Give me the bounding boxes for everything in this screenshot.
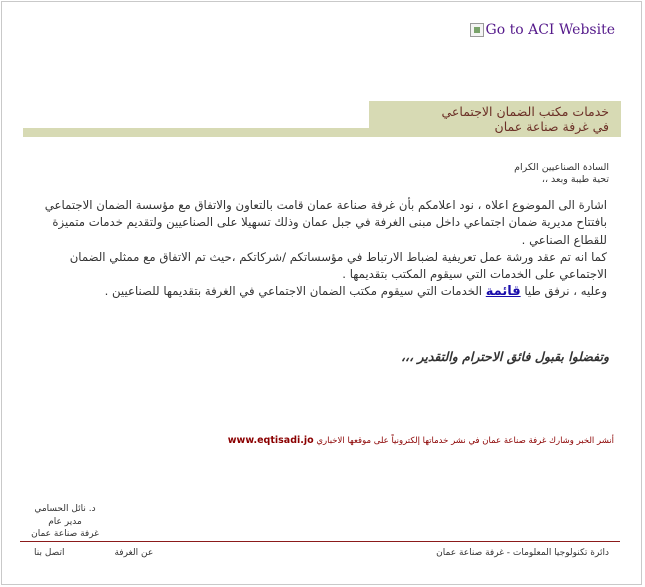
- services-list-link[interactable]: قائمة: [485, 284, 521, 300]
- title-line-1: خدمات مكتب الضمان الاجتماعي: [441, 104, 609, 119]
- body-paragraph-1: اشارة الى الموضوع اعلاه ، نود اعلامكم بأن غرفة صناعة عمان قامت بالتعاون والاتفاق مع مؤسسة الضمان الاجتماعي بافتتاح مديرية ضمان اجتماعي داخل مبنى الغرفة في جبل عمان وذلك تسهيلا على الصناعيين ولتقديم خدمات متميزة للقطاع الصناعي .: [44, 198, 607, 247]
- greeting-line-2: تحية طيبة وبعد ،،: [541, 174, 609, 185]
- broken-image-icon: [470, 23, 484, 37]
- greeting: [309, 162, 609, 186]
- news-share-line: [144, 435, 614, 446]
- signature-org: غرفة صناعة عمان: [31, 529, 99, 539]
- aci-link-label: Go to ACI Website: [485, 22, 615, 38]
- body-paragraph-3-end: الخدمات التي سيقوم مكتب الضمان الاجتماعي في الغرفة بتقديمها للصناعيين .: [104, 284, 486, 299]
- footer-divider: [20, 541, 620, 542]
- body-paragraph-3-start: وعليه ، نرفق طيا: [520, 284, 607, 299]
- signature-name: د. نائل الحسامي: [34, 504, 96, 514]
- footer-links: [34, 548, 153, 558]
- title-band-inset: [23, 101, 369, 128]
- closing-remark: وتفضلوا بقبول فائق الاحترام والتقدير ،،،: [401, 349, 609, 364]
- news-site-link[interactable]: www.eqtisadi.jo: [227, 435, 314, 446]
- aci-website-link[interactable]: [470, 22, 615, 38]
- message-body: [44, 197, 607, 301]
- body-paragraph-3: [44, 283, 607, 300]
- title-line-2: في غرفة صناعة عمان: [494, 119, 609, 134]
- signature-role: مدير عام: [48, 516, 82, 527]
- footer-contact-link[interactable]: اتصل بنا: [34, 548, 65, 558]
- greeting-line-1: السادة الصناعيين الكرام: [514, 162, 609, 173]
- footer-department: دائرة تكنولوجيا المعلومات - غرفة صناعة عمان: [436, 548, 609, 558]
- footer-about-link[interactable]: عن الغرفة: [114, 548, 154, 558]
- news-share-text: أنشر الخبر وشارك غرفة صناعة عمان في نشر خدماتها إلكترونياً على موقعها الاخباري: [316, 436, 614, 446]
- body-paragraph-2: كما انه تم عقد ورشة عمل تعريفية لضباط الارتباط في مؤسساتكم /شركاتكم ،حيث تم الاتفاق مع ممثلي الضمان الاجتماعي على الخدمات التي سيقوم المكتب بتقديمها .: [69, 249, 607, 282]
- page-title: [349, 104, 609, 134]
- signature-block: [20, 503, 110, 541]
